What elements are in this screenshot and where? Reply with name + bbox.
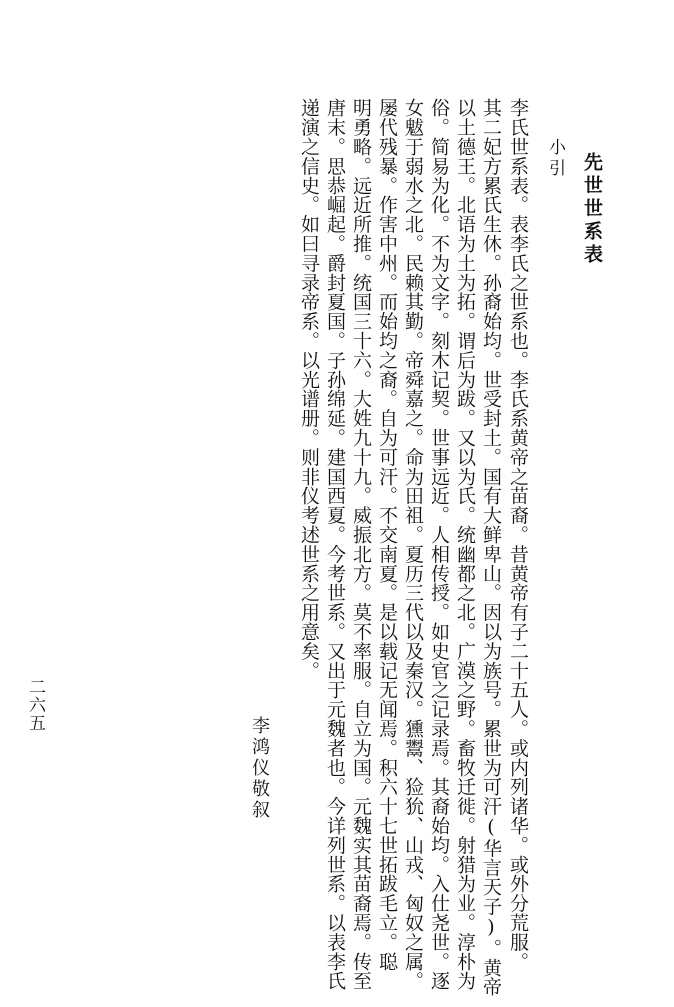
body-line: 明勇略。远近所推。统国三十六。大姓九十九。威振北方。莫不率服。自立为国。元魏实其苗裔焉。传至 — [350, 98, 372, 991]
body-line: 以土德王。北语为土为拓。谓后为跋。又以为氏。统幽都之北。广漠之野。畜牧迁徙。射猎为业。淳朴为 — [454, 98, 476, 991]
body-line: 递演之信史。如曰寻录帝系。以光谱册。则非仪考述世系之用意矣。 — [298, 98, 320, 680]
page-number: 二六五 — [25, 678, 45, 732]
body-line: 其二妃方累氏生休。孙裔始均。世受封土。国有大鲜卑山。因以为族号。累世为可汗(华言天子)。黄帝 — [480, 98, 502, 997]
subtitle: 小引 — [545, 138, 565, 180]
body-line: 屡代残暴。作害中州。而始均之裔。自为可汗。不交南夏。是以载记无闻焉。积六十七世拓跋毛立。聪 — [376, 98, 398, 971]
body-line: 李氏世系表。表李氏之世系也。李氏系黄帝之苗裔。昔黄帝有子二十五人。或内列诸华。或外分荒服。 — [507, 98, 529, 971]
body-line: 唐末。思恭崛起。爵封夏国。子孙绵延。建国西夏。今考世系。又出于元魏者也。今详列世系。以表李氏 — [324, 98, 346, 991]
body-line: 女魃于弱水之北。民赖其勤。帝舜嘉之。命为田祖。夏历三代以及秦汉。獯鬻、猃狁、山戎、匈奴之属。 — [402, 98, 424, 991]
author-signature: 李鸿仪敬叙 — [249, 716, 270, 821]
page-title: 先世世系表 — [581, 152, 603, 267]
body-line: 俗。简易为化。不为文字。刻木记契。世事远近。人相传授。如史官之记录焉。其裔始均。入仕尧世。逐 — [428, 98, 450, 991]
